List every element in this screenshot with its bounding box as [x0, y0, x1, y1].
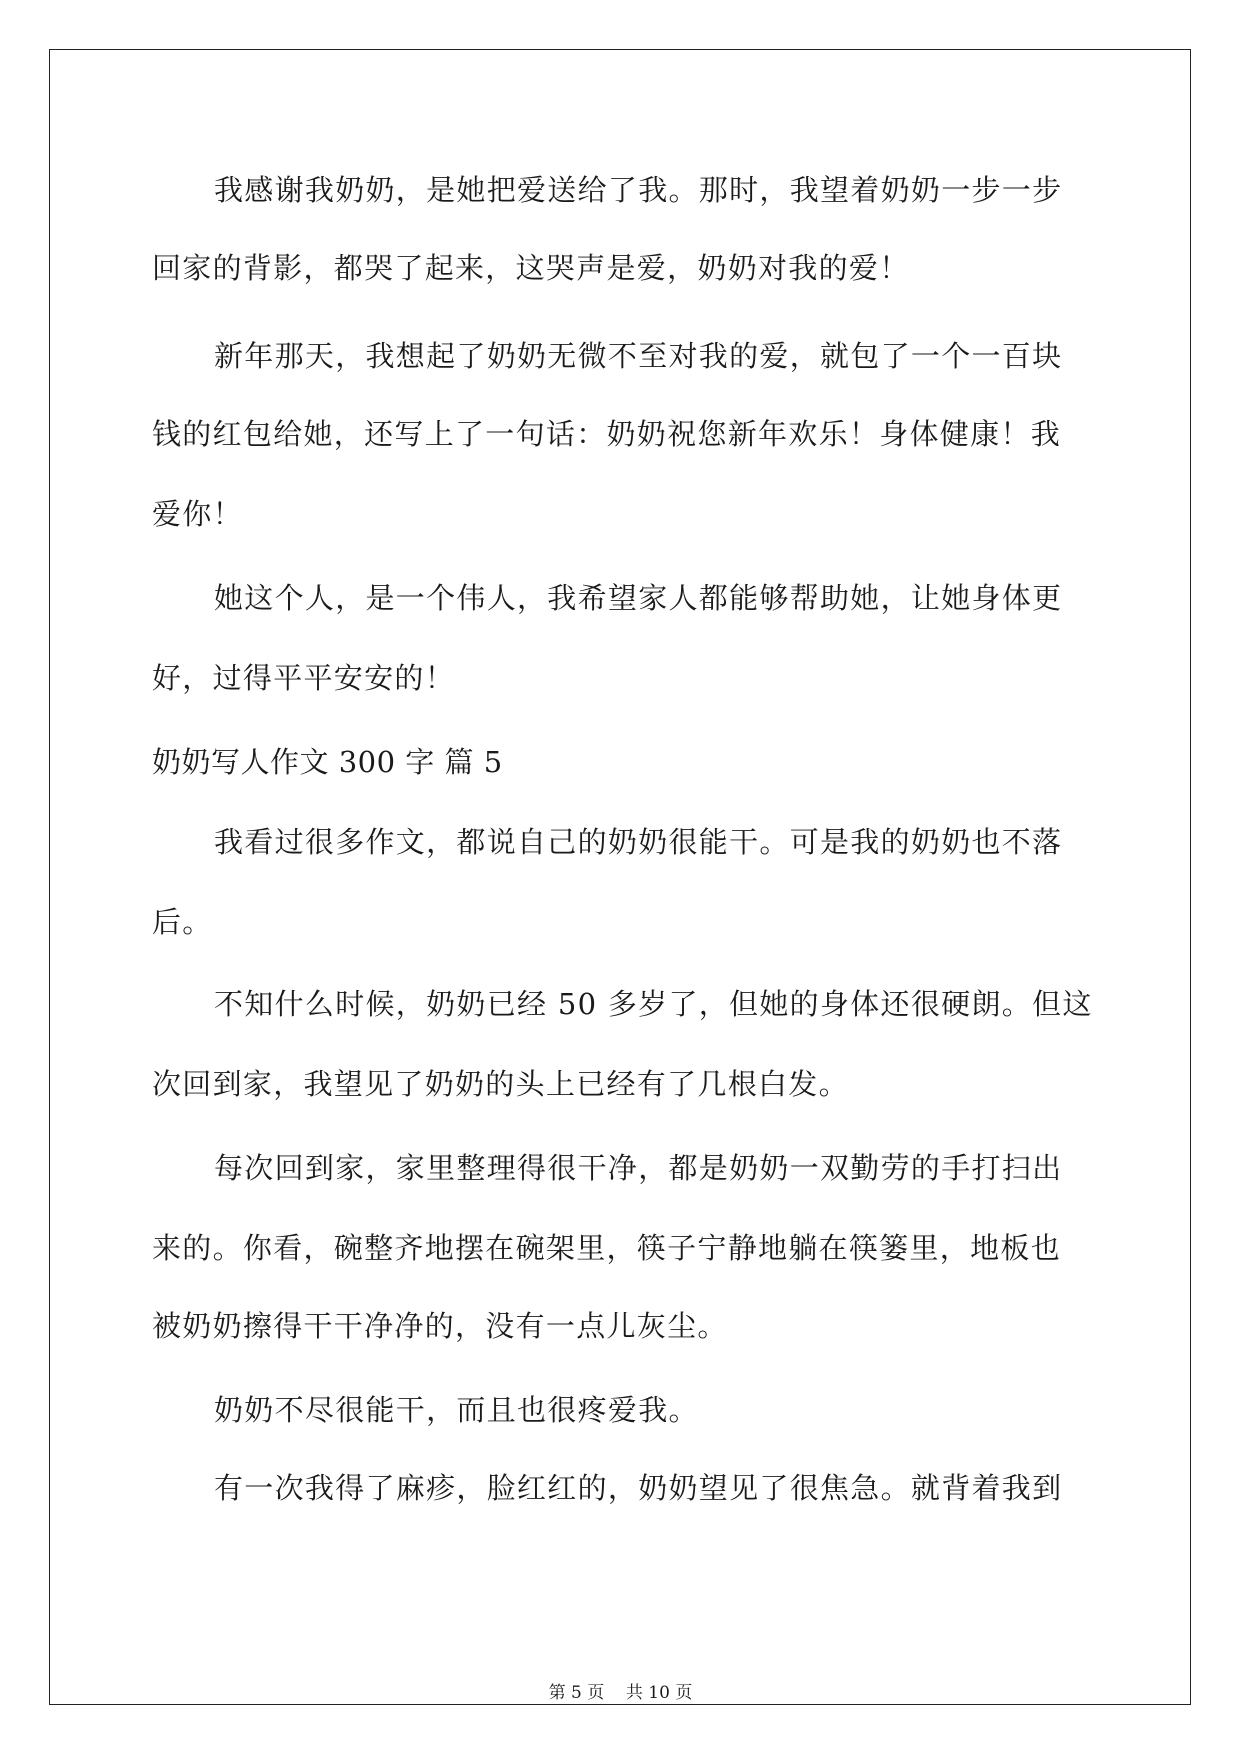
section-heading: 奶奶写人作文 300 字 篇 5 — [152, 745, 503, 779]
paragraph-line: 奶奶不尽很能干，而且也很疼爱我。 — [214, 1393, 699, 1427]
paragraph-line: 我看过很多作文，都说自己的奶奶很能干。可是我的奶奶也不落 — [214, 825, 1063, 859]
paragraph-line: 好，过得平平安安的！ — [152, 661, 456, 695]
paragraph-line: 钱的红包给她，还写上了一句话：奶奶祝您新年欢乐！身体健康！我 — [152, 417, 1062, 451]
paragraph-line: 被奶奶擦得干干净净的，没有一点儿灰尘。 — [152, 1309, 728, 1343]
page-border — [49, 49, 1191, 1705]
paragraph-line: 来的。你看，碗整齐地摆在碗架里，筷子宁静地躺在筷篓里，地板也 — [152, 1231, 1062, 1265]
paragraph-line: 她这个人，是一个伟人，我希望家人都能够帮助她，让她身体更 — [214, 581, 1063, 615]
paragraph-line: 后。 — [152, 905, 213, 939]
paragraph-line: 回家的背影，都哭了起来，这哭声是爱，奶奶对我的爱！ — [152, 251, 910, 285]
paragraph-line: 次回到家，我望见了奶奶的头上已经有了几根白发。 — [152, 1067, 849, 1101]
paragraph-line: 有一次我得了麻疹，脸红红的，奶奶望见了很焦急。就背着我到 — [214, 1471, 1063, 1505]
paragraph-line: 爱你！ — [152, 497, 243, 531]
paragraph-line: 每次回到家，家里整理得很干净，都是奶奶一双勤劳的手打扫出 — [214, 1151, 1063, 1185]
page-number-footer: 第 5 页 共 10 页 — [548, 1683, 693, 1703]
paragraph-line: 我感谢我奶奶，是她把爱送给了我。那时，我望着奶奶一步一步 — [214, 173, 1063, 207]
paragraph-line: 不知什么时候，奶奶已经 50 多岁了，但她的身体还很硬朗。但这 — [214, 987, 1093, 1021]
paragraph-line: 新年那天，我想起了奶奶无微不至对我的爱，就包了一个一百块 — [214, 339, 1063, 373]
